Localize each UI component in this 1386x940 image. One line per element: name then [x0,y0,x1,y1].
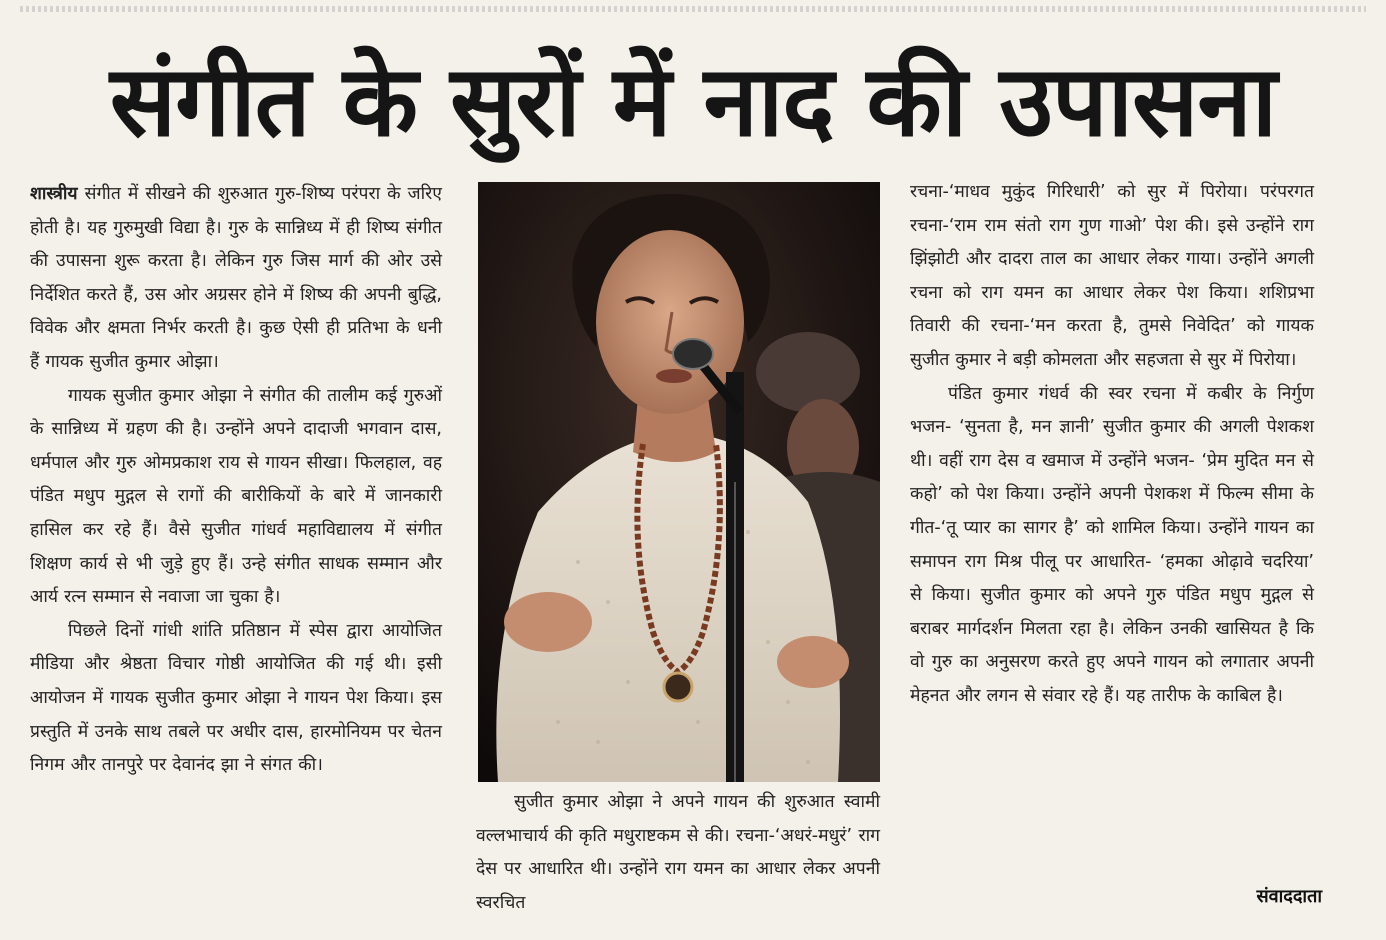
singer-photo [478,182,880,782]
paragraph-1 [30,178,442,380]
column-2-text: सुजीत कुमार ओझा ने अपने गायन की शुरुआत स्वामी वल्लभाचार्य की कृति मधुराष्टकम से की। रचना-‘अधरं-मधुरं’ राग देस पर आधारित थी। उन्होंने राग यमन का आधार लेकर अपनी स्वरचित [476,792,880,913]
column-3-paragraph-1: रचना-‘माधव मुकुंद गिरिधारी’ को सुर में पिरोया। परंपरगत रचना-‘राम राम संतो राग गुण गाओ’ पेश की। इसे उन्होंने राग झिंझोटी और दादरा ताल का आधार लेकर गाया। उन्होंने अगली रचना को राग यमन का आधार लेकर पेश किया। शशिप्रभा तिवारी की रचना-‘मन करता है, तुमसे निवेदित’ को गायक सुजीत कुमार ने बड़ी कोमलता और सहजता से सुर में पिरोया। [910,182,1314,370]
paragraph-2: गायक सुजीत कुमार ओझा ने संगीत की तालीम कई गुरुओं के सान्निध्य में ग्रहण की है। उन्होंने अपने दादाजी भगवान दास, धर्मपाल और गुरु ओमप्रकाश राय से गायन सीखा। फिलहाल, वह पंडित मधुप मुद्गल से रागों की बारीकियों के बारे में जानकारी हासिल कर रहे हैं। वैसे सुजीत गांधर्व महाविद्यालय में संगीत शिक्षण कार्य से भी जुड़े हुए हैं। उन्हे संगीत साधक सम्मान और आर्य रत्न सम्मान से नवाजा जा चुका है। [30,385,442,608]
paragraph-3: पिछले दिनों गांधी शांति प्रतिष्ठान में स्पेस द्वारा आयोजित मीडिया और श्रेष्ठता विचार गोष्ठी आयोजित की गई थी। इसी आयोजन में गायक सुजीत कुमार ओझा ने गायन पेश किया। इस प्रस्तुति में उनके साथ तबले पर अधीर दास, हारमोनियम पर चेतन निगम और तानपुरे पर देवानंद झा ने संगत की। [30,620,442,776]
column-3-paragraph-2: पंडित कुमार गंधर्व की स्वर रचना में कबीर के निर्गुण भजन- ‘सुनता है, मन ज्ञानी’ सुजीत कुमार की अगली पेशकश थी। वहीं राग देस व खमाज में उन्होंने भजन- ‘प्रेम मुदित मन से कहो’ को पेश किया। उन्होंने अपनी पेशकश में फिल्म सीमा के गीत-‘तू प्यार का सागर है’ को शामिल किया। उन्होंने गायन का समापन राग मिश्र पीलू पर आधारित- ‘हमका ओढ़ावे चदरिया’ से किया। सुजीत कुमार को अपने गुरु पंडित मधुप मुद्गल से बराबर मार्गदर्शन मिलता रहा है। लेकिन उनकी खासियत है कि वो गुरु का अनुसरण करते हुए अपने गायन को लगातार अपनी मेहनत और लगन से संवार रहे हैं। यह तारीफ के काबिल है। [910,383,1314,706]
paragraph-1-text: संगीत में सीखने की शुरुआत गुरु-शिष्य परंपरा के जरिए होती है। यह गुरुमुखी विद्या है। गुरु के सान्निध्य में ही शिष्य संगीत की उपासना शुरू करता है। लेकिन गुरु जिस मार्ग की ओर उसे निर्देशित करते हैं, उस ओर अग्रसर होने में शिष्य की अपनी बुद्धि, विवेक और क्षमता निर्भर करती है। कुछ ऐसी ही प्रतिभा के धनी हैं गायक सुजीत कुमार ओझा। [30,184,442,372]
top-rule [20,6,1366,12]
byline: संवाददाता [1256,886,1322,907]
column-3 [910,176,1314,714]
column-1 [30,178,442,783]
lead-word: शास्त्रीय [30,184,78,204]
singer-photo-illustration [478,182,880,782]
column-2 [476,786,880,920]
headline: संगीत के सुरों में नाद की उपासना [109,45,1277,159]
